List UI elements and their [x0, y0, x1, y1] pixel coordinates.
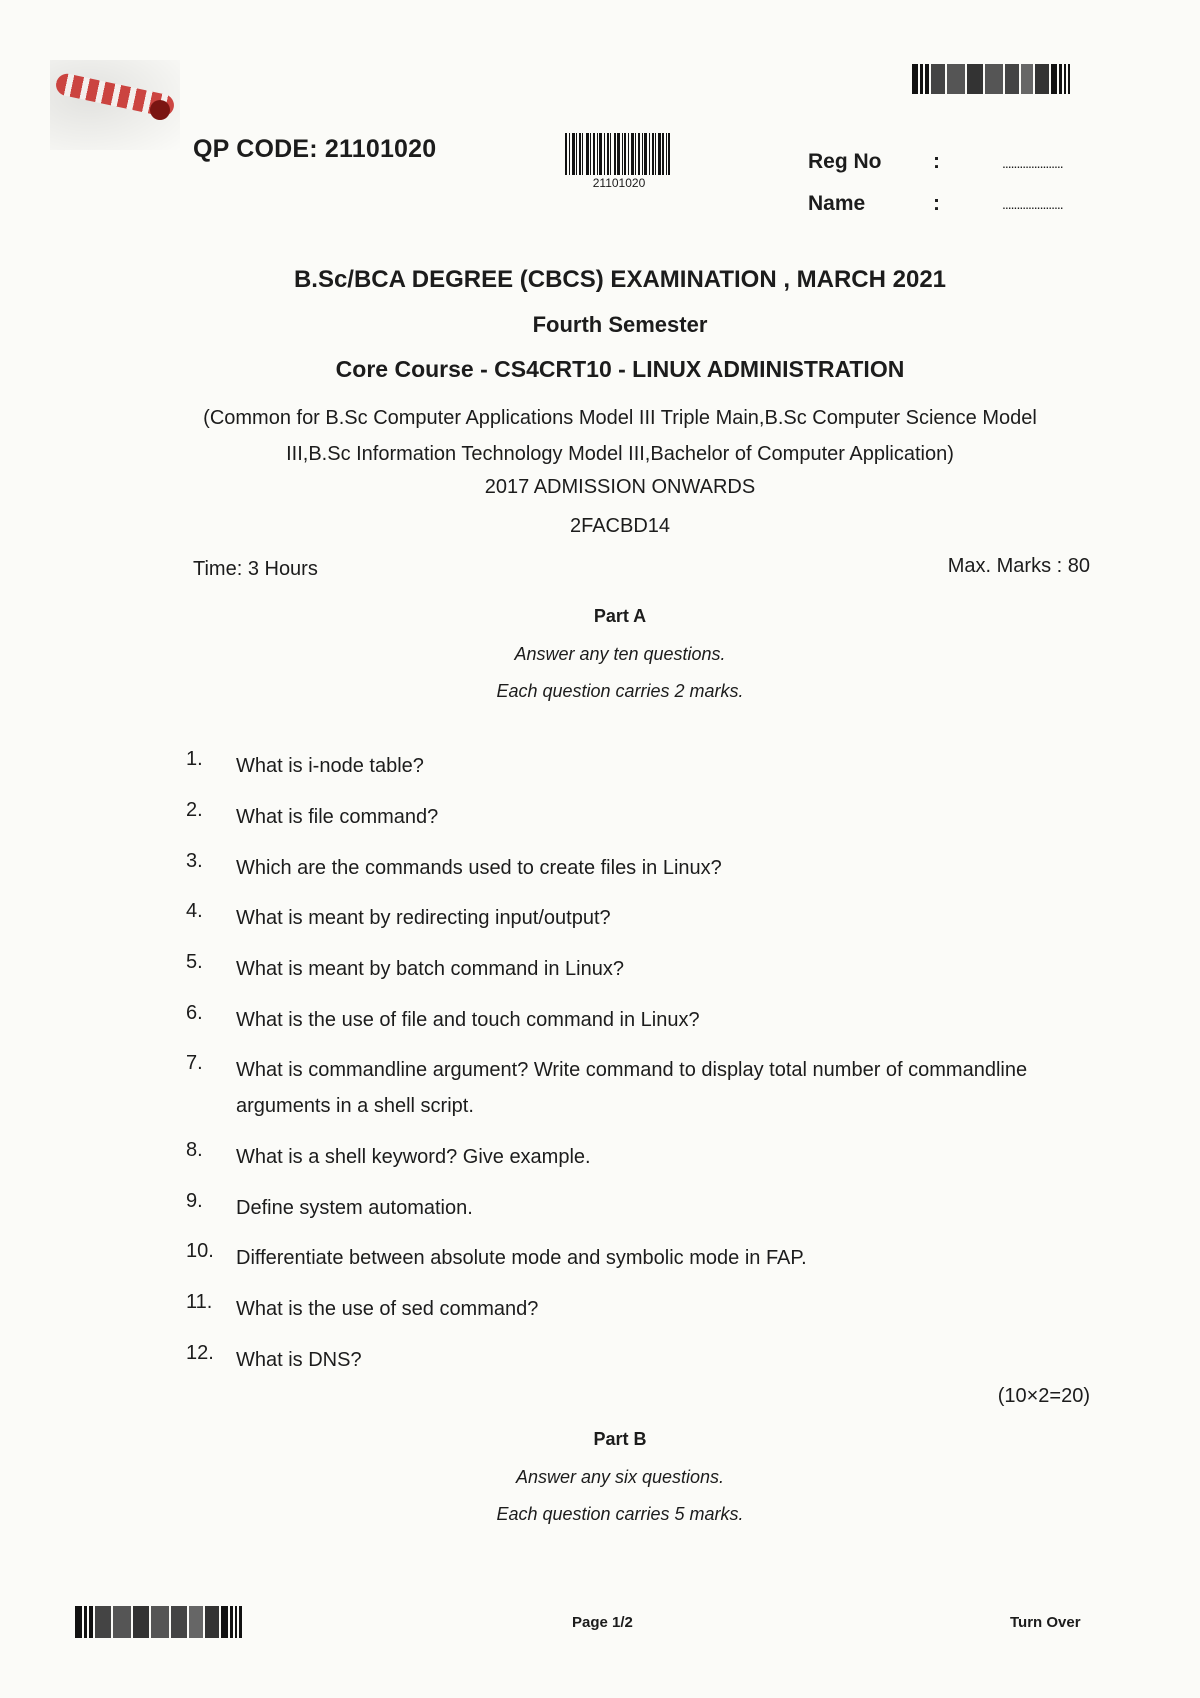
part-a-instruction-1: Answer any ten questions. [514, 644, 726, 664]
question-text: What is commandline argument? Write command to display total number of commandline arguments in a shell script. [236, 1059, 1028, 1117]
question-text: What is meant by batch command in Linux? [236, 958, 624, 980]
question-number: 2. [186, 799, 203, 821]
part-b-title: Part B [593, 1429, 647, 1449]
reg-no-label: Reg No [808, 150, 882, 173]
turn-over: Turn Over [1010, 1614, 1081, 1631]
page-number: Page 1/2 [572, 1614, 633, 1631]
barcode-number: 21101020 [592, 176, 646, 190]
question-number: 10. [186, 1240, 214, 1262]
part-a-title: Part A [593, 606, 647, 626]
paper-code: 2FACBD14 [569, 515, 671, 537]
part-b-instruction-2: Each question carries 5 marks. [496, 1504, 744, 1524]
time-allowed: Time: 3 Hours [193, 558, 318, 580]
thread-knot [150, 100, 170, 120]
question-number: 11. [186, 1291, 213, 1313]
qp-code: QP CODE: 21101020 [193, 135, 437, 163]
question-text: Differentiate between absolute mode and symbolic mode in FAP. [236, 1247, 807, 1269]
question-text: Define system automation. [236, 1197, 473, 1219]
question-number: 12. [186, 1342, 214, 1364]
question-number: 4. [186, 900, 203, 922]
barcode [565, 133, 673, 175]
question-number: 3. [186, 850, 203, 872]
admission-note: 2017 ADMISSION ONWARDS [484, 476, 756, 498]
reg-no-blank: ..................... [1002, 155, 1063, 171]
question-text: What is file command? [236, 806, 439, 828]
question-number: 7. [186, 1052, 203, 1074]
question-number: 8. [186, 1139, 203, 1161]
question-text: What is DNS? [236, 1349, 362, 1371]
part-b-instruction-1: Answer any six questions. [515, 1467, 725, 1487]
common-note [0, 400, 1200, 472]
question-number: 6. [186, 1002, 203, 1024]
name-colon: : [933, 192, 940, 215]
question-text: What is the use of file and touch command in Linux? [236, 1009, 700, 1031]
part-a-instruction-2: Each question carries 2 marks. [496, 681, 744, 701]
common-note-line-1: (Common for B.Sc Computer Applications Model III Triple Main,B.Sc Computer Science Model [203, 407, 1037, 429]
question-text: What is a shell keyword? Give example. [236, 1146, 591, 1168]
semester: Fourth Semester [532, 312, 708, 337]
name-blank: ..................... [1002, 196, 1063, 212]
reg-no-colon: : [933, 150, 940, 173]
question-number: 1. [186, 748, 203, 770]
max-marks: Max. Marks : 80 [947, 555, 1090, 577]
part-a-total-marks: (10×2=20) [997, 1385, 1090, 1407]
qr-code-strip-bottom [75, 1606, 244, 1638]
question-number: 9. [186, 1190, 203, 1212]
common-note-line-2: III,B.Sc Information Technology Model III,Bachelor of Computer Application) [286, 443, 954, 465]
question-text: Which are the commands used to create files in Linux? [236, 857, 722, 879]
question-text: What is the use of sed command? [236, 1298, 539, 1320]
name-label: Name [808, 192, 866, 215]
question-number: 5. [186, 951, 203, 973]
course-title: Core Course - CS4CRT10 - LINUX ADMINISTRATION [335, 356, 905, 382]
qr-code-strip-top [912, 64, 1072, 94]
question-text: What is meant by redirecting input/output? [236, 907, 611, 929]
exam-title: B.Sc/BCA DEGREE (CBCS) EXAMINATION , MARCH 2021 [293, 266, 947, 293]
question-text: What is i-node table? [236, 755, 424, 777]
